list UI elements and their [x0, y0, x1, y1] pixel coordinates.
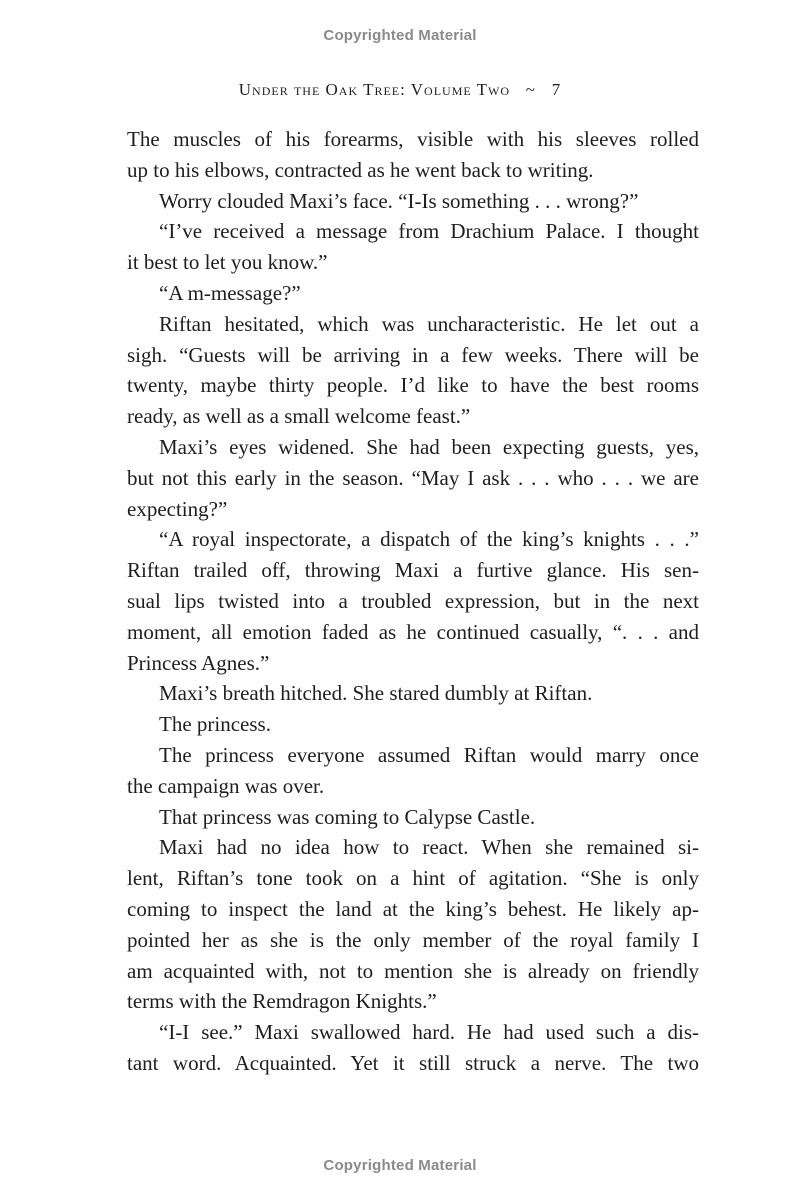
text-line: Maxi’s eyes widened. She had been expecting guests, yes,	[159, 434, 699, 459]
text-line: “A m-message?”	[159, 280, 301, 305]
text-line: expecting?”	[127, 496, 228, 521]
text-line: am acquainted with, not to mention she is already on friendly	[127, 958, 699, 983]
text-line: tant word. Acquainted. Yet it still struck a nerve. The two	[127, 1050, 699, 1075]
running-head	[0, 80, 800, 100]
text-line: Princess Agnes.”	[127, 650, 270, 675]
text-line: up to his elbows, contracted as he went back to writing.	[127, 157, 594, 182]
text-line: twenty, maybe thirty people. I’d like to have the best rooms	[127, 373, 699, 398]
text-line: sual lips twisted into a troubled expression, but in the next	[127, 588, 699, 613]
header-separator: ~	[525, 80, 536, 99]
text-line: terms with the Remdragon Knights.”	[127, 989, 437, 1014]
text-line: Worry clouded Maxi’s face. “I-Is something . . . wrong?”	[159, 188, 639, 213]
copyright-watermark-top: Copyrighted Material	[323, 27, 477, 44]
text-line: The muscles of his forearms, visible with his sleeves rolled	[127, 127, 699, 151]
text-line: Maxi had no idea how to react. When she remained si-	[159, 835, 699, 860]
text-line: it best to let you know.”	[127, 250, 328, 275]
page-number: 7	[551, 80, 562, 99]
text-line: moment, all emotion faded as he continued casually, “. . . and	[127, 619, 699, 644]
text-line: Maxi’s breath hitched. She stared dumbly at Riftan.	[159, 681, 593, 706]
text-line: The princess everyone assumed Riftan would marry once	[159, 742, 699, 767]
text-line: That princess was coming to Calypse Castle.	[159, 804, 536, 829]
text-line: Riftan hesitated, which was uncharacteristic. He let out a	[159, 311, 699, 336]
text-line: The princess.	[159, 712, 271, 737]
text-line: Riftan trailed off, throwing Maxi a furtive glance. His sen-	[127, 558, 699, 583]
text-line: coming to inspect the land at the king’s behest. He likely ap-	[127, 896, 699, 921]
page-body	[127, 124, 699, 1079]
text-line: sigh. “Guests will be arriving in a few weeks. There will be	[127, 342, 699, 367]
text-line: the campaign was over.	[127, 773, 325, 798]
text-line: “A royal inspectorate, a dispatch of the king’s knights . . .”	[159, 527, 699, 552]
text-line: but not this early in the season. “May I ask . . . who . . . we are	[127, 465, 699, 490]
copyright-watermark-bottom: Copyrighted Material	[323, 1157, 477, 1174]
text-line: ready, as well as a small welcome feast.”	[127, 404, 471, 429]
text-line: pointed her as she is the only member of the royal family I	[127, 927, 699, 952]
book-title: Under the Oak Tree: Volume Two	[238, 80, 511, 99]
text-line: lent, Riftan’s tone took on a hint of agitation. “She is only	[127, 866, 699, 891]
text-line: “I’ve received a message from Drachium Palace. I thought	[159, 219, 699, 244]
text-line: “I-I see.” Maxi swallowed hard. He had used such a dis-	[159, 1020, 699, 1045]
